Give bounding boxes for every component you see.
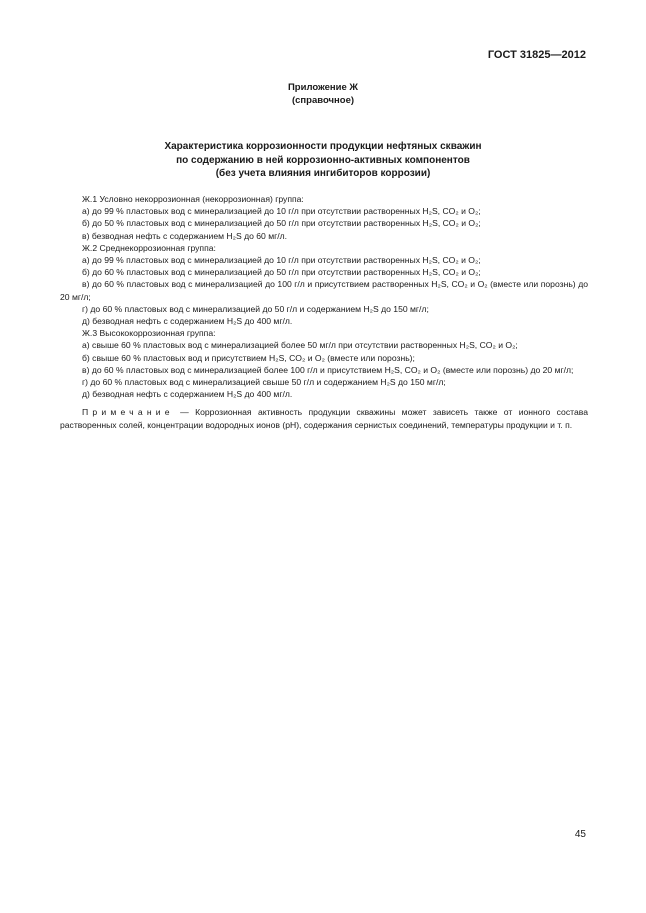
group-heading: Ж.3 Высококоррозионная группа: [82,328,216,339]
annex-body [60,193,588,431]
list-item: в) до 60 % пластовых вод с минерализацией до 100 г/л и присутствием растворенных H₂S, CO₂ и O₂ (вместе или порознь) до 20 мг/л; [60,279,588,302]
standard-code: ГОСТ 31825—2012 [487,49,586,61]
annex-title-line: (без учета влияния ингибиторов коррозии) [215,168,431,179]
note-text: — Коррозионная активность продукции скважины может зависеть также от ионного состава растворенных солей, концентрации водородных ионов (pH), содержания сернистых соединений, температуры продукции и т. п. [60,407,588,430]
annex-label: Приложение Ж [287,82,359,93]
list-item: б) до 60 % пластовых вод с минерализацией до 50 г/л при отсутствии растворенных H₂S, CO₂ и O₂; [82,267,481,278]
group-heading: Ж.2 Среднекоррозионная группа: [82,242,216,253]
list-item: б) до 50 % пластовых вод с минерализацией до 50 г/л при отсутствии растворенных H₂S, CO₂ и O₂; [82,218,481,229]
group-heading: Ж.1 Условно некоррозионная (некоррозионная) группа: [82,194,304,204]
annex-title-line: Характеристика коррозионности продукции нефтяных скважин [164,141,482,152]
annex-title [0,140,646,181]
page-number: 45 [574,829,586,840]
list-item: а) свыше 60 % пластовых вод с минерализацией более 50 мг/л при отсутствии растворенных H₂S, CO₂ и O₂; [82,340,518,351]
list-item: д) безводная нефть с содержанием H₂S до 400 мг/л. [82,389,293,400]
note-label: Примечание [82,407,174,418]
note-paragraph [60,406,588,430]
annex-title-line: по содержанию в ней коррозионно-активных компонентов [176,154,470,166]
list-item: д) безводная нефть с содержанием H₂S до 400 мг/л. [82,316,293,327]
list-item: а) до 99 % пластовых вод с минерализацией до 10 г/л при отсутствии растворенных H₂S, CO₂ и O₂; [82,255,481,266]
annex-header [0,81,646,107]
annex-type: (справочное) [291,95,355,106]
list-item: б) свыше 60 % пластовых вод и присутствием H₂S, CO₂ и O₂ (вместе или порознь); [82,352,415,363]
list-item: в) безводная нефть с содержанием H₂S до 60 мг/л. [82,230,288,241]
list-item: г) до 60 % пластовых вод с минерализацией до 50 г/л и содержанием H₂S до 150 мг/л; [82,303,429,314]
list-item: а) до 99 % пластовых вод с минерализацией до 10 г/л при отсутствии растворенных H₂S, CO₂ и O₂; [82,206,481,217]
list-item: г) до 60 % пластовых вод с минерализацией свыше 50 г/л и содержанием H₂S до 150 мг/л; [82,377,446,388]
list-item: в) до 60 % пластовых вод с минерализацией более 100 г/л и присутствием H₂S, CO₂ и O₂ (вместе или порознь) до 20 мг/л; [82,364,574,375]
